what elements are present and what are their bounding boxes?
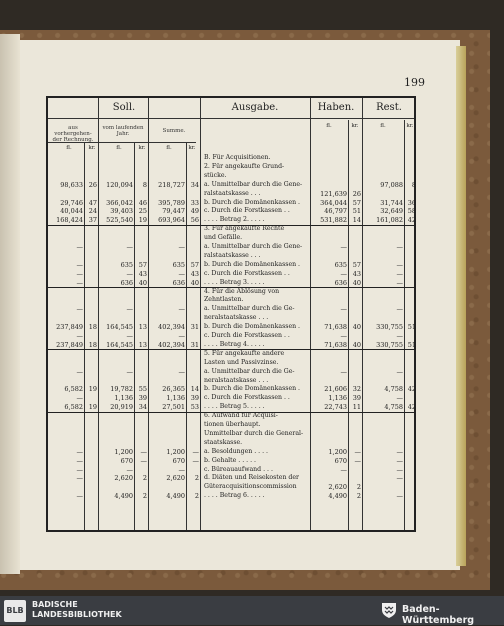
ledger-cell-rest-kr: 8 — [411, 180, 416, 189]
ledger-cell-cur: 20,919 — [110, 403, 133, 412]
ledger-cell-haben-kr: 32 — [352, 385, 361, 394]
ledger-cell-text: neralstaatskasse . . . — [204, 314, 269, 322]
ledger-cell-cur: 635 — [120, 260, 133, 269]
book-gutter — [0, 34, 20, 574]
ledger-cell-text: 6. Aufwand für Acquisi- — [204, 412, 278, 420]
ledger-cell-text: 2. Für angekaufte Grund- — [204, 162, 285, 170]
ledger-cell-sum: 1,200 — [166, 447, 185, 456]
ledger-cell-sum: 1,136 — [166, 394, 185, 403]
ledger-cell-rest-kr: 51 — [407, 323, 416, 332]
subheader-laufende: vom laufenden Jahr. — [102, 125, 144, 137]
header-rest: Rest. — [376, 102, 402, 113]
ledger-cell-haben-kr: 11 — [352, 403, 361, 412]
ledger-cell-text: . . . . Betrag 2. . . . . — [204, 216, 265, 224]
ledger-cell-text: a. Unmittelbar durch die Gene- — [204, 243, 303, 250]
ledger-cell-rest: 330,755 — [376, 323, 403, 332]
ledger-cell-rest: — — [396, 243, 403, 251]
ledger-cell-cur: 120,094 — [106, 180, 133, 189]
header-rule — [48, 142, 196, 143]
ledger-cell-text: Güteracquisitionscommission — [204, 483, 297, 491]
ledger-cell-rest-kr: 42 — [407, 216, 416, 225]
ledger-cell-text: 3. Für angekaufte Rechte — [204, 225, 285, 233]
ledger-cell-haben: 71,638 — [324, 340, 347, 349]
ledger-cell-haben: 4,490 — [328, 492, 347, 501]
column-rule — [98, 98, 99, 530]
ledger-cell-cur: 164,545 — [106, 340, 133, 349]
ledger-cell-sum: 26,365 — [162, 385, 185, 394]
ledger-cell-haben: 670 — [334, 456, 347, 465]
ledger-cell-prev: — — [76, 367, 83, 376]
ledger-cell-haben-kr: 40 — [352, 340, 361, 349]
ledger-cell-rest-kr: 42 — [407, 385, 416, 394]
ledger-cell-cur: 670 — [120, 456, 133, 465]
header-soll: Soll. — [112, 102, 136, 113]
ledger-cell-haben: 121,639 — [320, 189, 347, 198]
ledger-cell-haben: 71,638 — [324, 323, 347, 332]
blb-logo[interactable]: BLB — [4, 600, 26, 622]
header-rule — [48, 118, 414, 119]
ledger-cell-text: b. Gehalte . . . . . — [204, 456, 256, 464]
header-ausgabe: Ausgabe. — [231, 102, 279, 113]
ledger-cell-rest: 31,744 — [380, 198, 403, 207]
ledger-cell-rest: — — [396, 474, 403, 483]
ledger-cell-text: . . . . Betrag 5. . . . . — [204, 403, 265, 411]
ledger-cell-cur: 19,782 — [110, 385, 133, 394]
ledger-cell-haben-kr: 26 — [352, 189, 361, 198]
ledger-cell-prev: — — [76, 474, 83, 483]
ledger-cell-text: b. Durch die Domänenkassen . — [204, 323, 301, 331]
ledger-cell-sum-kr: 53 — [190, 403, 199, 412]
ledger-cell-text: 4. Für die Ablösung von — [204, 287, 280, 295]
ledger-cell-text: ralstaatskasse . . . — [204, 189, 261, 197]
ledger-cell-haben: — — [340, 269, 347, 278]
column-rule — [148, 98, 149, 530]
library-name-line2: LANDESBIBLIOTHEK — [32, 610, 122, 619]
ledger-cell-cur-kr: 19 — [138, 216, 147, 225]
ledger-cell-rest: — — [396, 456, 403, 465]
ledger-cell-cur: — — [126, 332, 133, 340]
unit-kr: kr. — [188, 145, 196, 151]
ledger-cell-cur-kr: 43 — [138, 269, 147, 278]
ledger-cell-cur-kr: 2 — [142, 492, 147, 501]
coat-of-arms-icon — [380, 601, 398, 619]
ledger-cell-text: und Gefälle. — [204, 234, 243, 242]
ledger-cell-haben-kr: 2 — [356, 483, 361, 492]
ledger-cell-prev-kr: 37 — [88, 216, 97, 225]
ledger-cell-prev: — — [76, 243, 83, 251]
ledger-cell-cur: 636 — [120, 278, 133, 287]
ledger-cell-rest-kr: 58 — [407, 207, 416, 216]
ledger-cell-cur-kr: — — [140, 447, 147, 456]
ledger-cell-cur: 4,490 — [114, 492, 133, 501]
ledger-cell-prev: — — [76, 260, 83, 269]
ledger-cell-text: a. Unmittelbar durch die Ge- — [204, 305, 295, 313]
ledger-cell-haben-kr: 57 — [352, 260, 361, 269]
ledger-cell-haben-kr: 39 — [352, 394, 361, 403]
ledger-cell-cur: 1,200 — [114, 447, 133, 456]
ledger-cell-sum: — — [178, 243, 185, 251]
ledger-cell-rest: — — [396, 367, 403, 376]
ledger-cell-sum-kr: 31 — [190, 340, 199, 349]
ledger-cell-text: B. Für Acquisitionen. — [204, 154, 271, 161]
ledger-cell-prev: 237,849 — [56, 340, 83, 349]
header-haben: Haben. — [317, 102, 355, 113]
ledger-cell-sum-kr: 2 — [194, 492, 199, 501]
ledger-cell-prev-kr: 19 — [88, 385, 97, 394]
ledger-cell-sum-kr: 43 — [190, 269, 199, 278]
ledger-cell-text: tionen überhaupt. — [204, 421, 261, 428]
ledger-cell-haben: 21,606 — [324, 385, 347, 394]
ledger-cell-prev: 168,424 — [56, 216, 83, 225]
ledger-cell-haben-kr: — — [354, 456, 361, 465]
ledger-cell-text: a. Unmittelbar durch die Ge- — [204, 367, 295, 375]
subheader-summe: Summe. — [162, 128, 186, 134]
ledger-cell-sum-kr: 31 — [190, 323, 199, 332]
ledger-cell-cur-kr: 40 — [138, 278, 147, 287]
ledger-cell-haben-kr: 14 — [352, 216, 361, 225]
ledger-cell-text: neralstaatskasse . . . — [204, 376, 269, 384]
ledger-cell-cur-kr: 46 — [138, 198, 147, 207]
ledger-cell-haben: 531,882 — [320, 216, 347, 225]
ledger-cell-haben-kr: 2 — [356, 492, 361, 501]
ledger-cell-sum-kr: 57 — [190, 260, 199, 269]
ledger-cell-cur-kr: 13 — [138, 323, 147, 332]
ledger-cell-sum-kr: 14 — [190, 385, 199, 394]
ledger-cell-text: d. Diäten und Reisekosten der — [204, 474, 299, 482]
ledger-cell-text: b. Durch die Domänenkassen . — [204, 260, 301, 268]
ledger-cell-haben-kr: 40 — [352, 323, 361, 332]
ledger-cell-rest-kr: 42 — [407, 403, 416, 412]
ledger-cell-cur-kr: 39 — [138, 394, 147, 403]
ledger-cell-text: c. Büreauaufwand . . . — [204, 465, 273, 473]
ledger-cell-sum-kr: 40 — [190, 278, 199, 287]
ledger-cell-sum: — — [178, 465, 185, 474]
ledger-cell-rest: — — [396, 278, 403, 287]
ledger-cell-sum-kr: — — [192, 456, 199, 465]
ledger-cell-prev: — — [76, 456, 83, 465]
ledger-cell-cur-kr: 57 — [138, 260, 147, 269]
ledger-cell-haben: 1,200 — [328, 447, 347, 456]
ledger-cell-text: . . . . Betrag 3. . . . . — [204, 278, 265, 286]
ledger-cell-cur-kr: 55 — [138, 385, 147, 394]
ledger-cell-haben: — — [340, 465, 347, 474]
ledger-cell-prev: — — [76, 447, 83, 456]
ledger-cell-haben-kr: 40 — [352, 278, 361, 287]
ledger-cell-haben: 635 — [334, 260, 347, 269]
ledger-cell-sum: 395,789 — [158, 198, 185, 207]
ledger-cell-prev: 98,633 — [60, 180, 83, 189]
ledger-cell-haben: — — [340, 305, 347, 314]
ledger-cell-cur: 525,540 — [106, 216, 133, 225]
ledger-cell-cur: — — [126, 465, 133, 474]
ledger-cell-rest: — — [396, 332, 403, 340]
ledger-cell-cur-kr: 25 — [138, 207, 147, 216]
ledger-cell-sum: 670 — [172, 456, 185, 465]
ledger-cell-prev: — — [76, 394, 83, 403]
ledger-cell-cur: 39,403 — [110, 207, 133, 216]
ledger-cell-text: b. Durch die Domänenkassen . — [204, 198, 301, 206]
ledger-cell-text: a. Besoldungen . . . . — [204, 447, 268, 455]
ledger-cell-haben-kr: 51 — [352, 207, 361, 216]
unit-fl: fl. — [326, 123, 332, 129]
ledger-cell-sum: 402,394 — [158, 340, 185, 349]
ledger-cell-rest: 97,088 — [380, 180, 403, 189]
ledger-cell-sum-kr: 34 — [190, 180, 199, 189]
unit-kr: kr. — [351, 123, 359, 129]
ledger-cell-cur: 164,545 — [106, 323, 133, 332]
ledger-cell-cur-kr: 13 — [138, 340, 147, 349]
ledger-cell-haben: — — [340, 243, 347, 251]
ledger-cell-sum-kr: 56 — [190, 216, 199, 225]
ledger-cell-text: c. Durch die Forstkassen . . — [204, 207, 290, 215]
ledger-cell-rest: 161,082 — [376, 216, 403, 225]
ledger-cell-sum: 402,394 — [158, 323, 185, 332]
ledger-cell-haben-kr: 57 — [352, 198, 361, 207]
ledger-cell-text: c. Durch die Forstkassen . . — [204, 269, 290, 277]
ledger-cell-text: ralstaatskasse . . . — [204, 251, 261, 259]
ledger-cell-haben-kr: 43 — [352, 269, 361, 278]
ledger-cell-sum-kr: 33 — [190, 198, 199, 207]
subheader-vorhergehende: aus vorhergehen-der Rechnung. — [52, 125, 94, 143]
ledger-cell-prev: — — [76, 332, 83, 340]
ledger-cell-cur: 1,136 — [114, 394, 133, 403]
unit-fl: fl. — [166, 145, 172, 151]
ledger-cell-prev: — — [76, 465, 83, 474]
ledger-cell-prev: — — [76, 278, 83, 287]
ledger-cell-prev-kr: 18 — [88, 340, 97, 349]
ledger-cell-rest: — — [396, 447, 403, 456]
ledger-cell-prev-kr: 47 — [88, 198, 97, 207]
ledger-cell-prev: 29,746 — [60, 198, 83, 207]
ledger-cell-haben: — — [340, 367, 347, 376]
ledger-cell-prev: 40,044 — [60, 207, 83, 216]
ledger-cell-cur: — — [126, 243, 133, 251]
unit-fl: fl. — [380, 123, 386, 129]
ledger-cell-haben: 2,620 — [328, 483, 347, 492]
unit-kr: kr. — [88, 145, 96, 151]
ledger-cell-rest: 4,758 — [384, 403, 403, 412]
ledger-cell-text: . . . . Betrag 6. . . . . — [204, 492, 265, 500]
ledger-cell-sum: — — [178, 305, 185, 314]
ledger-cell-sum: — — [178, 269, 185, 278]
ledger-cell-cur-kr: 2 — [142, 474, 147, 483]
ledger-cell-prev-kr: 19 — [88, 403, 97, 412]
ledger-cell-prev-kr: 26 — [88, 180, 97, 189]
ledger-cell-sum: 693,964 — [158, 216, 185, 225]
ledger-cell-text: b. Durch die Domänenkassen . — [204, 385, 301, 393]
ledger-cell-sum: 635 — [172, 260, 185, 269]
column-rule — [200, 98, 201, 530]
page-edge — [456, 46, 466, 566]
ledger-cell-rest: — — [396, 269, 403, 278]
library-name-line1: BADISCHE — [32, 600, 78, 609]
ledger-cell-rest: 32,649 — [380, 207, 403, 216]
ledger-cell-rest: — — [396, 394, 403, 403]
ledger-cell-sum: — — [178, 367, 185, 376]
ledger-cell-haben: 22,743 — [324, 403, 347, 412]
ledger-cell-text: c. Durch die Forstkassen . . — [204, 394, 290, 402]
ledger-cell-rest-kr: 36 — [407, 198, 416, 207]
ledger-cell-sum: 2,620 — [166, 474, 185, 483]
ledger-cell-prev-kr: 18 — [88, 323, 97, 332]
ledger-cell-rest: 330,755 — [376, 340, 403, 349]
ledger-cell-sum: 218,727 — [158, 180, 185, 189]
ledger-cell-sum: — — [178, 332, 185, 340]
ledger-cell-sum: 79,447 — [162, 207, 185, 216]
ledger-cell-haben-kr: — — [354, 447, 361, 456]
ledger-cell-prev: — — [76, 305, 83, 314]
ledger-table — [46, 96, 416, 532]
ledger-cell-prev: — — [76, 269, 83, 278]
ledger-cell-cur-kr: 34 — [138, 403, 147, 412]
unit-kr: kr. — [138, 145, 146, 151]
ledger-cell-text: . . . . Betrag 4. . . . . — [204, 340, 265, 348]
ledger-cell-sum: 27,501 — [162, 403, 185, 412]
ledger-cell-cur-kr: 8 — [142, 180, 147, 189]
ledger-cell-rest: — — [396, 465, 403, 474]
ledger-cell-sum-kr: 2 — [194, 474, 199, 483]
ledger-cell-sum-kr: 49 — [190, 207, 199, 216]
ledger-cell-rest: — — [396, 305, 403, 314]
ledger-cell-cur: — — [126, 305, 133, 314]
ledger-cell-prev: — — [76, 492, 83, 501]
ledger-cell-text: Lasten und Passivzinse. — [204, 358, 279, 366]
ledger-cell-text: Zehntlasten. — [204, 296, 244, 304]
ledger-cell-sum-kr: 39 — [190, 394, 199, 403]
ledger-cell-text: c. Durch die Forstkassen . . — [204, 332, 290, 339]
ledger-cell-haben: — — [340, 332, 347, 340]
ledger-cell-rest: — — [396, 260, 403, 269]
ledger-cell-prev-kr: 24 — [88, 207, 97, 216]
ledger-cell-text: 5. Für angekaufte andere — [204, 349, 285, 357]
ledger-cell-sum-kr: — — [192, 447, 199, 456]
ledger-cell-haben: 1,136 — [328, 394, 347, 403]
ledger-cell-text: stücke. — [204, 171, 227, 179]
ledger-cell-haben: 364,044 — [320, 198, 347, 207]
ledger-cell-haben: 46,797 — [324, 207, 347, 216]
ledger-cell-cur: — — [126, 367, 133, 376]
ledger-cell-sum: 4,490 — [166, 492, 185, 501]
unit-fl: fl. — [66, 145, 72, 151]
page-number: 199 — [404, 76, 425, 89]
ledger-cell-text: Unmittelbar durch die General- — [204, 429, 304, 437]
ledger-cell-prev: 237,849 — [56, 323, 83, 332]
ledger-cell-rest: 4,758 — [384, 385, 403, 394]
unit-fl: fl. — [116, 145, 122, 151]
unit-kr: kr. — [406, 123, 414, 129]
state-name[interactable]: Baden-Württemberg — [402, 604, 475, 626]
ledger-cell-cur: 366,042 — [106, 198, 133, 207]
ledger-cell-cur-kr: — — [140, 456, 147, 465]
ledger-cell-cur: — — [126, 269, 133, 278]
ledger-cell-text: staatskasse. — [204, 438, 243, 446]
library-name[interactable] — [32, 600, 122, 620]
ledger-cell-sum: 636 — [172, 278, 185, 287]
ledger-cell-rest-kr: 51 — [407, 340, 416, 349]
ledger-cell-cur: 2,620 — [114, 474, 133, 483]
ledger-cell-prev: 6,582 — [64, 403, 83, 412]
ledger-cell-text: a. Unmittelbar durch die Gene- — [204, 180, 303, 188]
ledger-cell-haben: 636 — [334, 278, 347, 287]
ledger-cell-rest: — — [396, 492, 403, 501]
ledger-cell-prev: 6,582 — [64, 385, 83, 394]
